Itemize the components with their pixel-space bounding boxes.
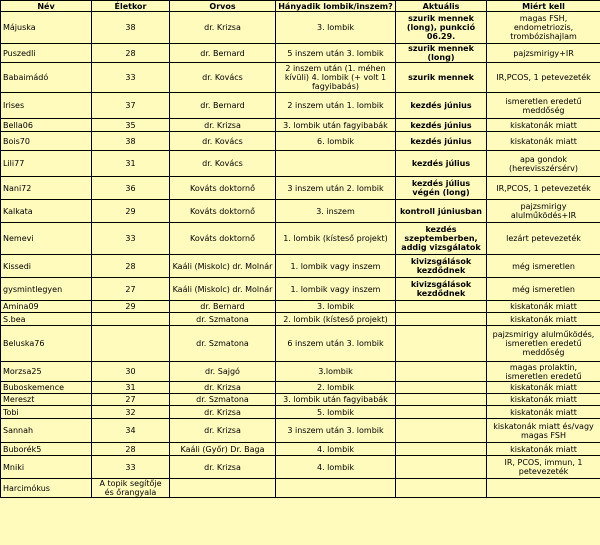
cell-aktualis: szurik mennek (long), punkció 06.29.: [396, 12, 487, 44]
cell-miert: IR,PCOS, 1 petevezeték: [487, 177, 600, 200]
cell-aktualis: kivizsgálások kezdődnek: [396, 255, 487, 278]
cell-miert: magas FSH, endometriozis, trombózishajlam: [487, 12, 600, 44]
cell-aktualis: kezdés június: [396, 119, 487, 132]
cell-aktualis: [396, 301, 487, 313]
column-header-aktualis: Aktuális: [396, 1, 487, 12]
cell-kor: 28: [92, 44, 170, 63]
cell-hanyadik: 4. lombik: [276, 456, 396, 479]
cell-kor: 33: [92, 63, 170, 93]
cell-orvos: Kaáli (Győr) Dr. Baga: [170, 443, 276, 456]
cell-nev: Babaimádó: [1, 63, 92, 93]
cell-aktualis: [396, 326, 487, 362]
table-row: [1, 382, 600, 394]
table-row: [1, 44, 600, 63]
cell-orvos: [170, 479, 276, 498]
table-row: [1, 362, 600, 382]
cell-nev: Lili77: [1, 151, 92, 177]
cell-kor: 38: [92, 12, 170, 44]
cell-aktualis: [396, 394, 487, 406]
table-row: [1, 406, 600, 419]
cell-nev: Tobi: [1, 406, 92, 419]
cell-miert: magas prolaktin, ismeretlen eredetű: [487, 362, 600, 382]
cell-hanyadik: 3. inszem: [276, 200, 396, 223]
table-row: [1, 223, 600, 255]
cell-kor: 35: [92, 119, 170, 132]
table-row: [1, 63, 600, 93]
cell-orvos: dr. Krizsa: [170, 456, 276, 479]
cell-miert: kiskatonák miatt és/vagy magas FSH: [487, 419, 600, 443]
cell-kor: 38: [92, 132, 170, 151]
cell-miert: kiskatonák miatt: [487, 301, 600, 313]
cell-aktualis: szurik mennek (long): [396, 44, 487, 63]
cell-aktualis: [396, 382, 487, 394]
cell-aktualis: kezdés június: [396, 93, 487, 119]
cell-hanyadik: [276, 479, 396, 498]
cell-kor: 27: [92, 278, 170, 301]
cell-nev: gysmintlegyen: [1, 278, 92, 301]
cell-orvos: dr. Szmatona: [170, 326, 276, 362]
cell-nev: Harcimókus: [1, 479, 92, 498]
table-row: [1, 479, 600, 498]
cell-nev: Kalkata: [1, 200, 92, 223]
table-row: [1, 177, 600, 200]
table-row: [1, 326, 600, 362]
cell-miert: IR,PCOS, 1 petevezeték: [487, 63, 600, 93]
cell-kor: [92, 326, 170, 362]
cell-aktualis: [396, 362, 487, 382]
cell-nev: Irises: [1, 93, 92, 119]
table-row: [1, 313, 600, 326]
column-header-nev: Név: [1, 1, 92, 12]
cell-nev: Mniki: [1, 456, 92, 479]
cell-orvos: Kováts doktornő: [170, 177, 276, 200]
table-row: [1, 301, 600, 313]
cell-miert: pajzsmirigy+IR: [487, 44, 600, 63]
table-row: [1, 132, 600, 151]
cell-miert: kiskatonák miatt: [487, 406, 600, 419]
cell-orvos: dr. Kovács: [170, 132, 276, 151]
cell-aktualis: kezdés július végén (long): [396, 177, 487, 200]
cell-miert: még ismeretlen: [487, 255, 600, 278]
cell-aktualis: [396, 456, 487, 479]
cell-miert: kiskatonák miatt: [487, 132, 600, 151]
table-row: [1, 119, 600, 132]
cell-hanyadik: 6. lombik: [276, 132, 396, 151]
cell-orvos: Kaáli (Miskolc) dr. Molnár: [170, 255, 276, 278]
cell-aktualis: kontroll júniusban: [396, 200, 487, 223]
cell-kor: 36: [92, 177, 170, 200]
cell-kor: 28: [92, 255, 170, 278]
cell-hanyadik: 3. lombik után fagyibabák: [276, 394, 396, 406]
column-header-hanyadik: Hányadik lombik/inszem?: [276, 1, 396, 12]
cell-hanyadik: 3. lombik: [276, 301, 396, 313]
cell-hanyadik: 3. lombik: [276, 12, 396, 44]
cell-miert: apa gondok (herevisszérsérv): [487, 151, 600, 177]
cell-hanyadik: 2. lombik: [276, 382, 396, 394]
table-row: [1, 419, 600, 443]
cell-nev: Mereszt: [1, 394, 92, 406]
cell-nev: Sannah: [1, 419, 92, 443]
table-row: [1, 443, 600, 456]
cell-hanyadik: 2 inszem után 1. lombik: [276, 93, 396, 119]
cell-kor: 37: [92, 93, 170, 119]
cell-aktualis: [396, 313, 487, 326]
cell-nev: Amina09: [1, 301, 92, 313]
cell-hanyadik: 5 inszem után 3. lombik: [276, 44, 396, 63]
cell-miert: ismeretlen eredetű meddőség: [487, 93, 600, 119]
cell-orvos: dr. Szmatona: [170, 313, 276, 326]
cell-aktualis: [396, 443, 487, 456]
cell-miert: még ismeretlen: [487, 278, 600, 301]
cell-kor: 27: [92, 394, 170, 406]
cell-hanyadik: 1. lombik vagy inszem: [276, 278, 396, 301]
cell-hanyadik: [276, 151, 396, 177]
cell-hanyadik: 3. lombik után fagyibabák: [276, 119, 396, 132]
cell-nev: Májuska: [1, 12, 92, 44]
cell-kor: 31: [92, 151, 170, 177]
table-row: [1, 456, 600, 479]
cell-hanyadik: 1. lombik vagy inszem: [276, 255, 396, 278]
cell-miert: pajzsmirigy alulműködés, ismeretlen eredetű meddőség: [487, 326, 600, 362]
column-header-orvos: Orvos: [170, 1, 276, 12]
cell-kor: 29: [92, 200, 170, 223]
cell-nev: Puszedli: [1, 44, 92, 63]
cell-orvos: dr. Krizsa: [170, 119, 276, 132]
cell-nev: Nemevi: [1, 223, 92, 255]
cell-orvos: dr. Szmatona: [170, 394, 276, 406]
table-row: [1, 255, 600, 278]
cell-aktualis: kezdés június: [396, 132, 487, 151]
cell-orvos: dr. Sajgó: [170, 362, 276, 382]
column-header-eletkor: Életkor: [92, 1, 170, 12]
cell-hanyadik: 2. lombik (kísteső projekt): [276, 313, 396, 326]
cell-hanyadik: 4. lombik: [276, 443, 396, 456]
cell-orvos: dr. Kovács: [170, 151, 276, 177]
header-row: [1, 1, 600, 12]
cell-orvos: Kaáli (Miskolc) dr. Molnár: [170, 278, 276, 301]
cell-kor: 31: [92, 382, 170, 394]
cell-kor: A topik segítője és őrangyala: [92, 479, 170, 498]
table-row: [1, 394, 600, 406]
table-row: [1, 151, 600, 177]
cell-nev: Nani72: [1, 177, 92, 200]
cell-kor: 33: [92, 456, 170, 479]
cell-miert: IR, PCOS, immun, 1 petevezeték: [487, 456, 600, 479]
cell-kor: [92, 313, 170, 326]
cell-nev: S.bea: [1, 313, 92, 326]
cell-orvos: dr. Bernard: [170, 44, 276, 63]
cell-aktualis: kezdés július: [396, 151, 487, 177]
cell-nev: Buborék5: [1, 443, 92, 456]
cell-orvos: Kováts doktornő: [170, 223, 276, 255]
cell-hanyadik: 3 inszem után 3. lombik: [276, 419, 396, 443]
cell-hanyadik: 1. lombik (kísteső projekt): [276, 223, 396, 255]
cell-kor: 32: [92, 406, 170, 419]
cell-miert: kiskatonák miatt: [487, 394, 600, 406]
cell-orvos: dr. Bernard: [170, 93, 276, 119]
cell-orvos: dr. Krizsa: [170, 406, 276, 419]
cell-nev: Buboskemence: [1, 382, 92, 394]
cell-kor: 34: [92, 419, 170, 443]
table-row: [1, 200, 600, 223]
cell-aktualis: szurik mennek: [396, 63, 487, 93]
cell-orvos: dr. Krizsa: [170, 382, 276, 394]
cell-orvos: dr. Krizsa: [170, 419, 276, 443]
cell-miert: lezárt petevezeték: [487, 223, 600, 255]
cell-nev: Kissedi: [1, 255, 92, 278]
column-header-miert: Miért kell: [487, 1, 600, 12]
cell-hanyadik: 3 inszem után 2. lombik: [276, 177, 396, 200]
cell-orvos: dr. Kovács: [170, 63, 276, 93]
table-row: [1, 93, 600, 119]
cell-miert: kiskatonák miatt: [487, 443, 600, 456]
cell-hanyadik: 5. lombik: [276, 406, 396, 419]
cell-aktualis: [396, 406, 487, 419]
cell-hanyadik: 6 inszem után 3. lombik: [276, 326, 396, 362]
cell-nev: Beluska76: [1, 326, 92, 362]
cell-orvos: Kováts doktornő: [170, 200, 276, 223]
cell-kor: 30: [92, 362, 170, 382]
cell-nev: Bella06: [1, 119, 92, 132]
cell-kor: 28: [92, 443, 170, 456]
cell-kor: 29: [92, 301, 170, 313]
cell-kor: 33: [92, 223, 170, 255]
cell-miert: pajzsmirigy alulműködés+IR: [487, 200, 600, 223]
cell-miert: kiskatonák miatt: [487, 382, 600, 394]
cell-nev: Morzsa25: [1, 362, 92, 382]
cell-miert: [487, 479, 600, 498]
cell-aktualis: kivizsgálások kezdődnek: [396, 278, 487, 301]
cell-hanyadik: 2 inszem után (1. méhen kívüli) 4. lombik (+ volt 1 fagyibabás): [276, 63, 396, 93]
cell-aktualis: [396, 419, 487, 443]
cell-miert: kiskatonák miatt: [487, 119, 600, 132]
cell-aktualis: [396, 479, 487, 498]
cell-orvos: dr. Krizsa: [170, 12, 276, 44]
cell-aktualis: kezdés szeptemberben, addig vizsgálatok: [396, 223, 487, 255]
cell-hanyadik: 3.lombik: [276, 362, 396, 382]
cell-miert: kiskatonák miatt: [487, 313, 600, 326]
cell-nev: Bois70: [1, 132, 92, 151]
cell-orvos: dr. Bernard: [170, 301, 276, 313]
table-row: [1, 12, 600, 44]
table-row: [1, 278, 600, 301]
